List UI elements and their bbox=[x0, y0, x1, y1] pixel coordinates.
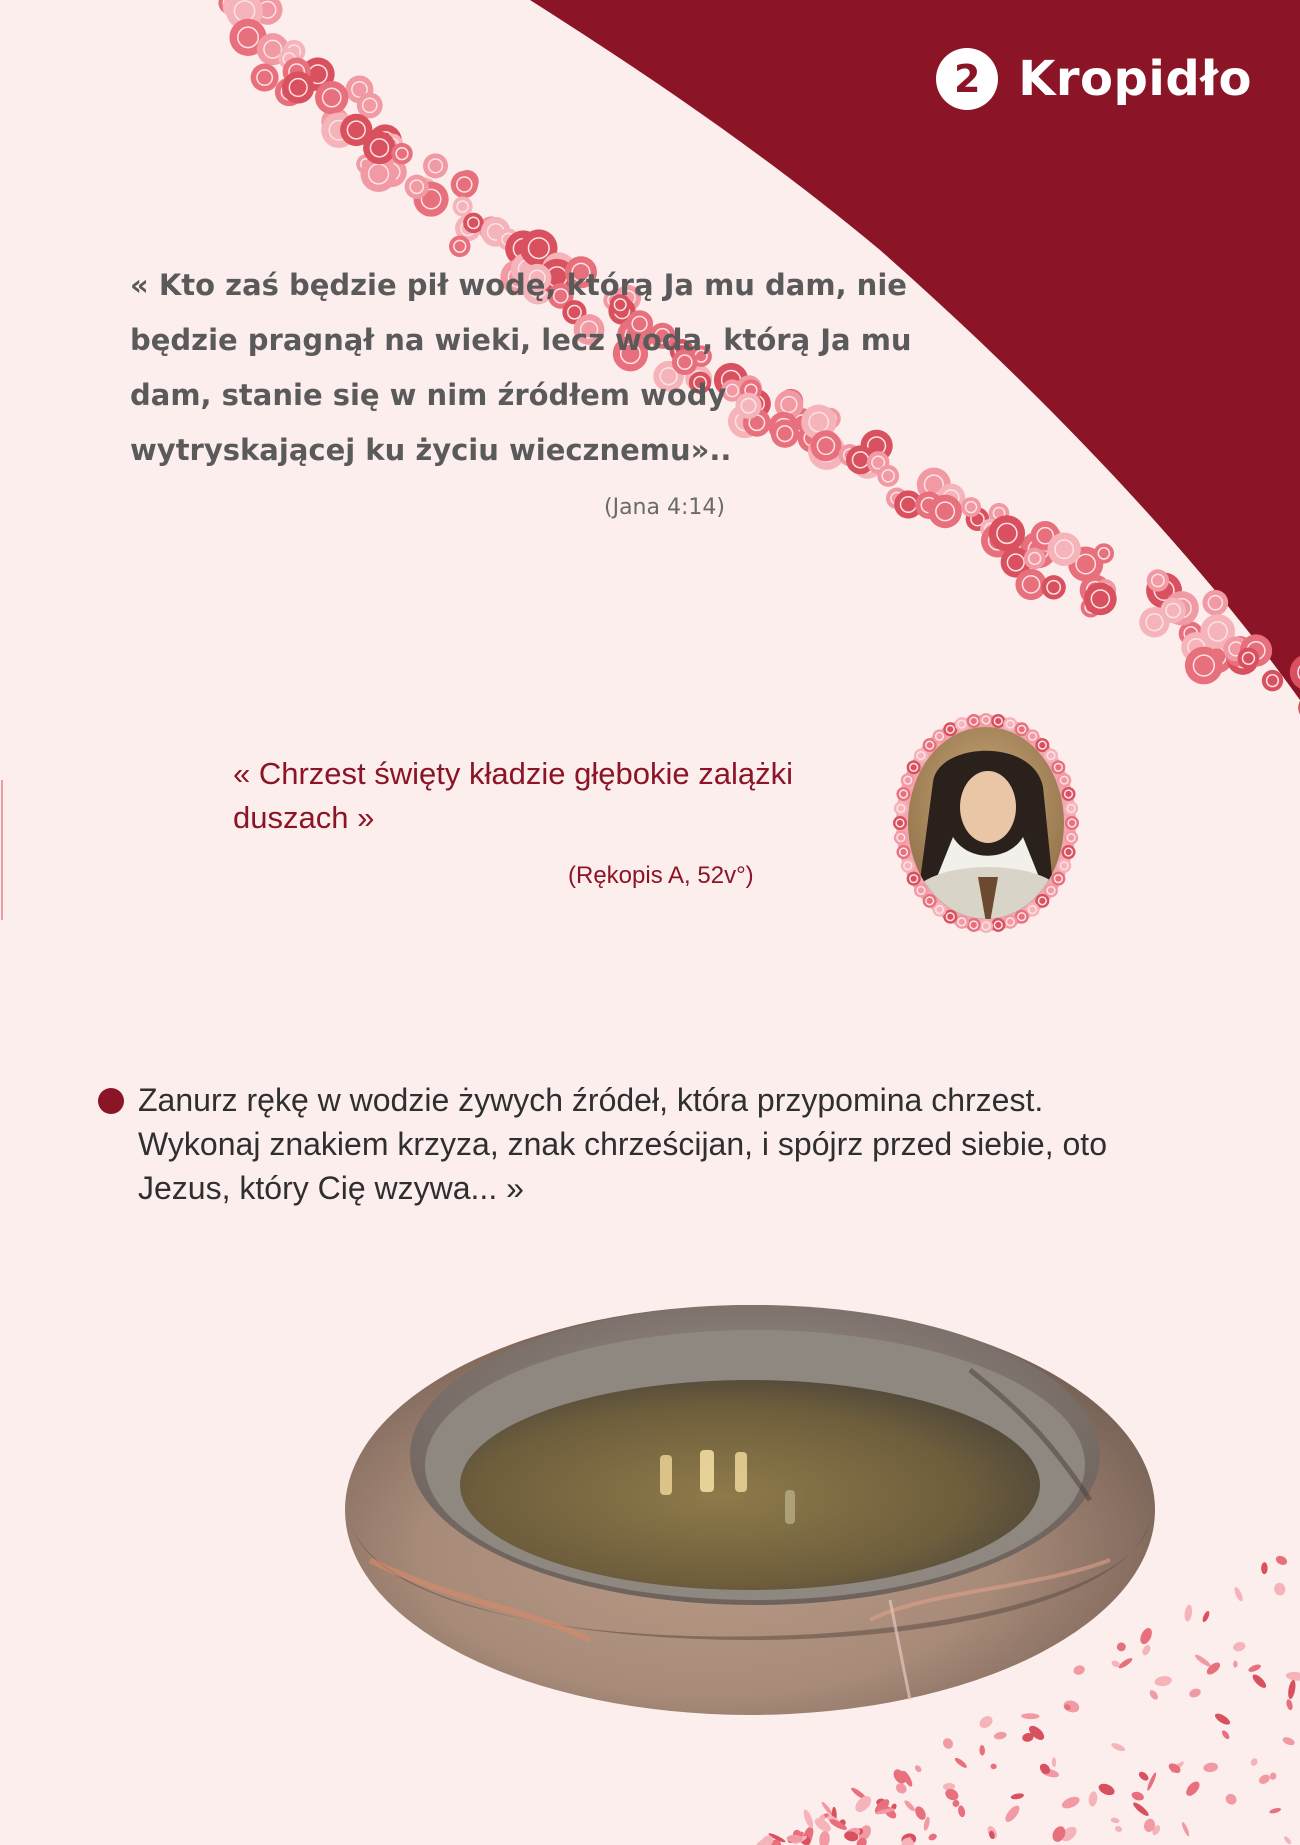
section-number-badge: 2 bbox=[936, 48, 998, 110]
holy-water-basin-image bbox=[330, 1260, 1170, 1730]
instruction-bullet bbox=[98, 1078, 1118, 1210]
section-header bbox=[936, 48, 1252, 110]
instruction-text: Zanurz rękę w wodzie żywych źródeł, która przypomina chrzest. Wykonaj znakiem krzyza, znak chrześcijan, i spójrz przed siebie, oto Jezus, który Cię wzywa... » bbox=[138, 1082, 1107, 1206]
therese-reference: (Rękopis A, 52v°) bbox=[568, 862, 754, 889]
therese-quote: « Chrzest święty kładzie głębokie zalążki duszach » bbox=[233, 756, 793, 835]
bullet-icon bbox=[98, 1088, 124, 1114]
scripture-quote: « Kto zaś będzie pił wodę, którą Ja mu dam, nie będzie pragnął na wieki, lecz woda, którą Ja mu dam, stanie się w nim źródłem wody wytryskającej ku życiu wiecznemu».. bbox=[130, 268, 912, 467]
saint-portrait bbox=[893, 712, 1079, 934]
section-title: Kropidło bbox=[1018, 51, 1252, 107]
scripture-reference: (Jana 4:14) bbox=[604, 495, 725, 520]
